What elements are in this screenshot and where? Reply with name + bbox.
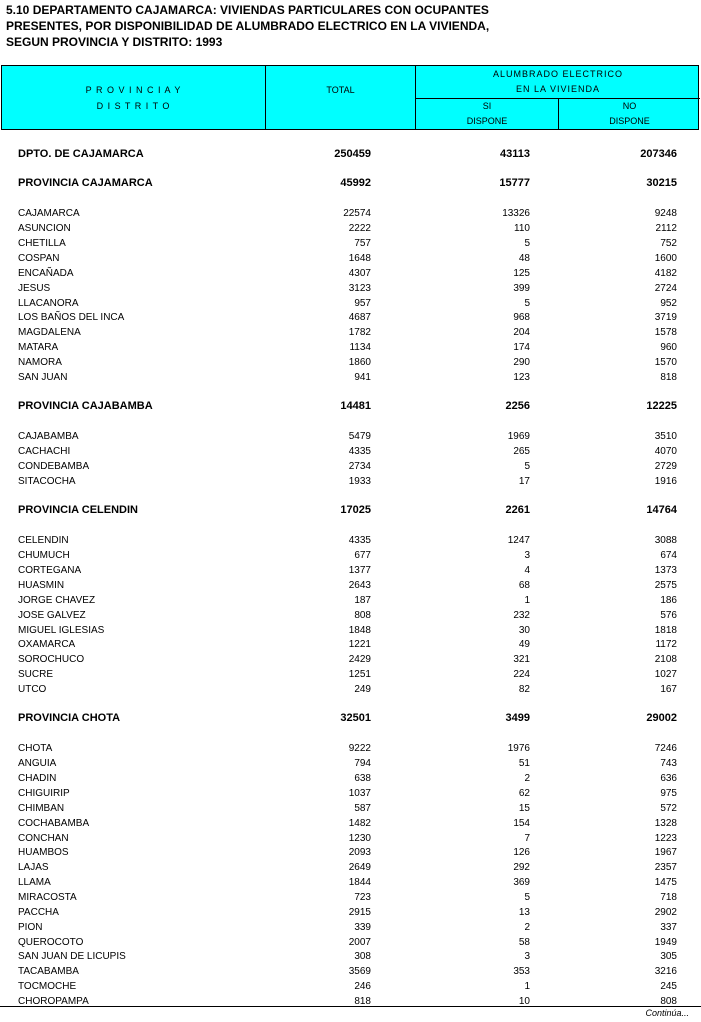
continua-label: Continúa...: [645, 1008, 689, 1018]
row-name: CHADIN: [18, 773, 57, 784]
row-no-dispone: 2729: [654, 461, 677, 472]
row-no-dispone: 1172: [655, 639, 677, 650]
row-si-dispone: 125: [513, 268, 530, 279]
header-prov-line1: P R O V I N C I A Y: [85, 85, 182, 95]
row-total: 1860: [348, 357, 371, 368]
table-row: [0, 682, 701, 697]
header-si-dispone: [416, 99, 559, 129]
row-total: 3569: [348, 966, 371, 977]
table-row: [0, 623, 701, 638]
row-no-dispone: 29002: [646, 712, 677, 724]
row-name: NAMORA: [18, 357, 62, 368]
table-row: [0, 310, 701, 325]
table-row: [0, 637, 701, 652]
row-no-dispone: 245: [660, 981, 677, 992]
row-total: 957: [354, 298, 371, 309]
row-no-dispone: 4182: [654, 268, 677, 279]
table-row: [0, 890, 701, 905]
row-si-dispone: 204: [513, 327, 530, 338]
row-no-dispone: 576: [660, 610, 677, 621]
table-group-row: [0, 503, 701, 518]
row-total: 1844: [348, 877, 371, 888]
row-si-dispone: 232: [513, 610, 530, 621]
row-si-dispone: 174: [513, 342, 530, 353]
row-total: 1377: [348, 565, 371, 576]
row-si-dispone: 353: [513, 966, 530, 977]
header-alum-line1: ALUMBRADO ELECTRICO: [492, 69, 624, 79]
table-row: [0, 667, 701, 682]
row-no-dispone: 1578: [654, 327, 677, 338]
row-total: 1221: [348, 639, 371, 650]
row-name: PACCHA: [18, 907, 59, 918]
row-total: 723: [354, 892, 371, 903]
row-name: PROVINCIA CAJABAMBA: [18, 400, 153, 412]
row-no-dispone: 9248: [654, 208, 677, 219]
row-no-dispone: 337: [660, 922, 677, 933]
table-row: [0, 474, 701, 489]
header-alumbrado-title: [416, 66, 700, 99]
row-si-dispone: 5: [524, 298, 530, 309]
row-name: LOS BAÑOS DEL INCA: [18, 312, 125, 323]
table-row: [0, 801, 701, 816]
row-si-dispone: 13: [518, 907, 530, 918]
table-group-row: [0, 147, 701, 162]
title-line-1: 5.10 DEPARTAMENTO CAJAMARCA: VIVIENDAS PARTICULARES CON OCUPANTES: [6, 3, 489, 17]
row-no-dispone: 2902: [654, 907, 677, 918]
row-total: 4307: [348, 268, 371, 279]
row-name: DPTO. DE CAJAMARCA: [18, 148, 144, 160]
row-total: 9222: [348, 743, 371, 754]
row-si-dispone: 2: [524, 773, 530, 784]
row-name: TOCMOCHE: [18, 981, 77, 992]
row-name: PROVINCIA CELENDIN: [18, 504, 138, 516]
table-row: [0, 979, 701, 994]
row-total: 808: [354, 610, 371, 621]
row-name: UTCO: [18, 684, 47, 695]
row-no-dispone: 2724: [654, 283, 677, 294]
table-title: [6, 2, 489, 50]
row-name: MIGUEL IGLESIAS: [18, 625, 105, 636]
row-name: SUCRE: [18, 669, 54, 680]
header-si-line2: DISPONE: [466, 116, 508, 126]
row-name: CAJABAMBA: [18, 431, 79, 442]
row-si-dispone: 290: [513, 357, 530, 368]
row-si-dispone: 82: [518, 684, 530, 695]
table-row: [0, 756, 701, 771]
row-si-dispone: 126: [513, 847, 530, 858]
header-no-line1: NO: [622, 101, 637, 111]
row-name: ANGUIA: [18, 758, 57, 769]
table-row: [0, 831, 701, 846]
row-no-dispone: 1223: [654, 833, 677, 844]
row-si-dispone: 2: [524, 922, 530, 933]
row-si-dispone: 68: [518, 580, 530, 591]
row-no-dispone: 572: [660, 803, 677, 814]
row-no-dispone: 1328: [654, 818, 677, 829]
row-name: CHIGUIRIP: [18, 788, 70, 799]
row-si-dispone: 369: [513, 877, 530, 888]
table-row: [0, 563, 701, 578]
table-row: [0, 325, 701, 340]
row-total: 4335: [348, 446, 371, 457]
row-no-dispone: 975: [660, 788, 677, 799]
row-no-dispone: 30215: [646, 177, 677, 189]
row-total: 587: [354, 803, 371, 814]
row-total: 250459: [334, 148, 371, 160]
row-no-dispone: 718: [660, 892, 677, 903]
row-no-dispone: 1600: [654, 253, 677, 264]
row-si-dispone: 321: [513, 654, 530, 665]
row-name: SOROCHUCO: [18, 654, 85, 665]
table-group-row: [0, 711, 701, 726]
row-name: SITACOCHA: [18, 476, 76, 487]
row-si-dispone: 968: [513, 312, 530, 323]
row-si-dispone: 3499: [505, 712, 530, 724]
row-si-dispone: 2256: [505, 400, 530, 412]
row-total: 2429: [348, 654, 371, 665]
row-name: CHETILLA: [18, 238, 66, 249]
table-row: [0, 905, 701, 920]
row-no-dispone: 3216: [654, 966, 677, 977]
row-total: 17025: [340, 504, 371, 516]
row-name: CAJAMARCA: [18, 208, 80, 219]
row-no-dispone: 186: [660, 595, 677, 606]
row-name: CONDEBAMBA: [18, 461, 90, 472]
table-row: [0, 949, 701, 964]
row-no-dispone: 207346: [640, 148, 677, 160]
table-row: [0, 741, 701, 756]
row-no-dispone: 636: [660, 773, 677, 784]
row-si-dispone: 292: [513, 862, 530, 873]
row-no-dispone: 2112: [655, 223, 677, 234]
row-name: PION: [18, 922, 43, 933]
row-si-dispone: 7: [524, 833, 530, 844]
row-name: LLAMA: [18, 877, 51, 888]
row-name: CHUMUCH: [18, 550, 70, 561]
row-no-dispone: 1373: [654, 565, 677, 576]
row-name: LLACANORA: [18, 298, 79, 309]
row-total: 2649: [348, 862, 371, 873]
header-alum-line2: EN LA VIVIENDA: [515, 84, 601, 94]
table-row: [0, 533, 701, 548]
table-group-row: [0, 399, 701, 414]
row-total: 4335: [348, 535, 371, 546]
row-no-dispone: 305: [660, 951, 677, 962]
row-total: 14481: [340, 400, 371, 412]
row-total: 187: [354, 595, 371, 606]
row-name: COCHABAMBA: [18, 818, 90, 829]
row-total: 45992: [340, 177, 371, 189]
row-si-dispone: 154: [513, 818, 530, 829]
table-row: [0, 266, 701, 281]
row-total: 2643: [348, 580, 371, 591]
row-total: 1933: [348, 476, 371, 487]
row-name: MAGDALENA: [18, 327, 81, 338]
title-line-2: PRESENTES, POR DISPONIBILIDAD DE ALUMBRADO ELECTRICO EN LA VIVIENDA,: [6, 19, 490, 33]
table-row: [0, 875, 701, 890]
row-no-dispone: 3719: [654, 312, 677, 323]
row-si-dispone: 2261: [505, 504, 530, 516]
row-si-dispone: 265: [513, 446, 530, 457]
row-total: 3123: [348, 283, 371, 294]
row-total: 1848: [348, 625, 371, 636]
row-no-dispone: 752: [660, 238, 677, 249]
row-no-dispone: 3510: [654, 431, 677, 442]
table-row: [0, 771, 701, 786]
row-name: CACHACHI: [18, 446, 71, 457]
table-row: [0, 920, 701, 935]
row-name: ENCAÑADA: [18, 268, 74, 279]
row-total: 2093: [348, 847, 371, 858]
header-si-line1: SI: [482, 101, 492, 111]
row-name: COSPAN: [18, 253, 60, 264]
table-row: [0, 206, 701, 221]
row-total: 1037: [348, 788, 371, 799]
table-row: [0, 429, 701, 444]
table-row: [0, 221, 701, 236]
row-total: 32501: [340, 712, 371, 724]
row-si-dispone: 48: [518, 253, 530, 264]
row-no-dispone: 674: [660, 550, 677, 561]
row-total: 1782: [348, 327, 371, 338]
row-total: 22574: [343, 208, 371, 219]
row-no-dispone: 2108: [654, 654, 677, 665]
row-name: JORGE CHAVEZ: [18, 595, 96, 606]
row-name: TACABAMBA: [18, 966, 79, 977]
row-total: 1482: [348, 818, 371, 829]
table-row: [0, 459, 701, 474]
row-no-dispone: 952: [660, 298, 677, 309]
table-row: [0, 964, 701, 979]
row-name: QUEROCOTO: [18, 937, 84, 948]
row-name: LAJAS: [18, 862, 49, 873]
row-total: 1648: [348, 253, 371, 264]
row-total: 2007: [348, 937, 371, 948]
table-row: [0, 816, 701, 831]
row-total: 757: [354, 238, 371, 249]
row-name: HUAMBOS: [18, 847, 69, 858]
row-no-dispone: 1027: [654, 669, 677, 680]
row-total: 1134: [349, 342, 371, 353]
row-si-dispone: 224: [513, 669, 530, 680]
row-name: ASUNCION: [18, 223, 71, 234]
row-no-dispone: 818: [660, 372, 677, 383]
row-si-dispone: 110: [514, 223, 530, 234]
row-si-dispone: 1: [524, 981, 530, 992]
table-row: [0, 845, 701, 860]
row-si-dispone: 5: [524, 892, 530, 903]
table-row: [0, 296, 701, 311]
table-row: [0, 370, 701, 385]
row-si-dispone: 3: [524, 550, 530, 561]
row-si-dispone: 30: [518, 625, 530, 636]
row-no-dispone: 4070: [654, 446, 677, 457]
row-no-dispone: 743: [660, 758, 677, 769]
row-total: 2915: [348, 907, 371, 918]
row-no-dispone: 1475: [654, 877, 677, 888]
row-total: 249: [354, 684, 371, 695]
table-row: [0, 340, 701, 355]
table-group-row: [0, 176, 701, 191]
row-no-dispone: 7246: [654, 743, 677, 754]
table-row: [0, 548, 701, 563]
row-si-dispone: 15: [518, 803, 530, 814]
row-total: 818: [354, 996, 371, 1007]
header-no-line2: DISPONE: [609, 116, 650, 126]
row-si-dispone: 43113: [500, 148, 530, 160]
table-row: [0, 355, 701, 370]
row-name: JOSE GALVEZ: [18, 610, 86, 621]
row-total: 1251: [348, 669, 371, 680]
row-si-dispone: 4: [524, 565, 530, 576]
row-no-dispone: 2357: [654, 862, 677, 873]
row-si-dispone: 5: [524, 238, 530, 249]
row-no-dispone: 960: [660, 342, 677, 353]
row-name: MATARA: [18, 342, 59, 353]
row-si-dispone: 1247: [507, 535, 530, 546]
row-total: 5479: [348, 431, 371, 442]
header-prov-line2: D I S T R I T O: [96, 101, 171, 111]
row-no-dispone: 12225: [646, 400, 677, 412]
row-name: CHOROPAMPA: [18, 996, 89, 1007]
table-row: [0, 593, 701, 608]
header-alumbrado: [416, 66, 700, 129]
row-name: JESUS: [18, 283, 51, 294]
row-si-dispone: 123: [513, 372, 530, 383]
row-si-dispone: 13326: [502, 208, 530, 219]
row-name: CORTEGANA: [18, 565, 82, 576]
row-name: OXAMARCA: [18, 639, 76, 650]
row-total: 246: [354, 981, 371, 992]
header-no-dispone: [559, 99, 700, 129]
row-si-dispone: 58: [518, 937, 530, 948]
table-row: [0, 860, 701, 875]
row-total: 941: [354, 372, 371, 383]
table-row: [0, 578, 701, 593]
row-si-dispone: 1976: [507, 743, 530, 754]
row-no-dispone: 14764: [646, 504, 677, 516]
row-total: 2222: [348, 223, 371, 234]
header-total: [266, 66, 416, 129]
row-total: 677: [354, 550, 371, 561]
row-si-dispone: 17: [518, 476, 530, 487]
table-row: [0, 236, 701, 251]
row-si-dispone: 10: [518, 996, 530, 1007]
row-no-dispone: 1916: [654, 476, 677, 487]
row-si-dispone: 1: [524, 595, 530, 606]
row-total: 339: [354, 922, 371, 933]
row-si-dispone: 51: [518, 758, 530, 769]
row-name: CONCHAN: [18, 833, 69, 844]
row-no-dispone: 808: [660, 996, 677, 1007]
row-name: MIRACOSTA: [18, 892, 77, 903]
header-provincia-distrito: [2, 66, 266, 129]
row-no-dispone: 2575: [654, 580, 677, 591]
row-no-dispone: 3088: [654, 535, 677, 546]
title-line-3: SEGUN PROVINCIA Y DISTRITO: 1993: [6, 35, 223, 49]
row-name: CHIMBAN: [18, 803, 65, 814]
row-name: HUASMIN: [18, 580, 65, 591]
row-si-dispone: 62: [518, 788, 530, 799]
table-row: [0, 251, 701, 266]
row-si-dispone: 399: [513, 283, 530, 294]
row-total: 638: [354, 773, 371, 784]
row-si-dispone: 3: [524, 951, 530, 962]
row-no-dispone: 1949: [654, 937, 677, 948]
table-row: [0, 935, 701, 950]
row-name: PROVINCIA CAJAMARCA: [18, 177, 153, 189]
row-no-dispone: 1818: [654, 625, 677, 636]
row-name: PROVINCIA CHOTA: [18, 712, 121, 724]
row-total: 308: [354, 951, 371, 962]
row-total: 1230: [348, 833, 371, 844]
row-name: SAN JUAN DE LICUPIS: [18, 951, 126, 962]
row-total: 4687: [348, 312, 371, 323]
table-row: [0, 608, 701, 623]
table-row: [0, 444, 701, 459]
row-total: 2734: [348, 461, 371, 472]
table-row: [0, 652, 701, 667]
row-name: CHOTA: [18, 743, 53, 754]
table-header: [1, 65, 699, 130]
row-name: CELENDIN: [18, 535, 69, 546]
row-si-dispone: 1969: [507, 431, 530, 442]
row-no-dispone: 1570: [654, 357, 677, 368]
row-name: SAN JUAN: [18, 372, 68, 383]
table-row: [0, 281, 701, 296]
header-total-label: TOTAL: [326, 85, 355, 95]
row-si-dispone: 5: [524, 461, 530, 472]
row-no-dispone: 167: [660, 684, 677, 695]
table-bottom-rule: [0, 1006, 701, 1007]
row-si-dispone: 49: [518, 639, 530, 650]
table-row: [0, 786, 701, 801]
row-si-dispone: 15777: [499, 177, 530, 189]
row-no-dispone: 1967: [654, 847, 677, 858]
row-total: 794: [354, 758, 371, 769]
